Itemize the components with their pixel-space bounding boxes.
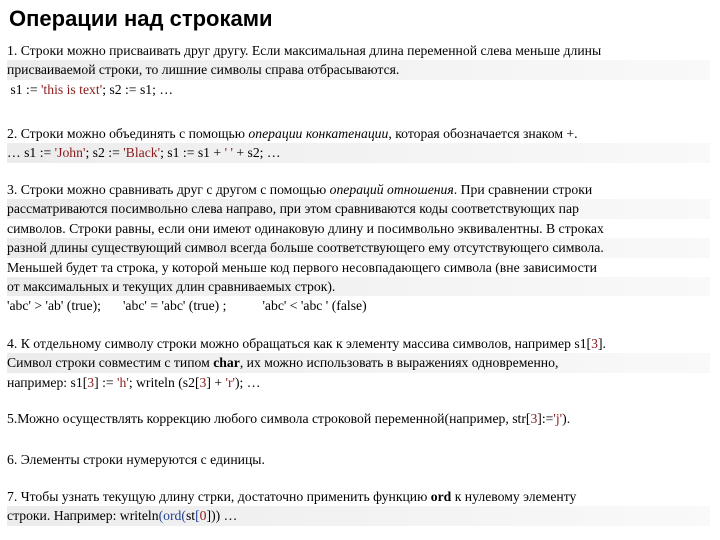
code-text: … s1 := — [7, 145, 55, 161]
text: , которая обозначается знаком +. — [388, 126, 578, 141]
code-text: ; s1 := s1 + — [160, 145, 225, 161]
section-7 — [7, 487, 710, 526]
string-literal: 'this is text' — [40, 81, 103, 97]
section-3-line-5: Меньшей будет та строка, у которой меньше код первого несовпадающего символа (вне зависимости — [7, 259, 597, 275]
text: 3. Строки можно сравнивать друг с другом с помощью — [7, 182, 330, 197]
text: ]. — [597, 336, 606, 351]
text: . При сравнении строки — [453, 182, 593, 197]
string-literal: 'j' — [553, 411, 563, 426]
code-text: ); … — [235, 374, 261, 390]
code-text: ] + — [206, 374, 226, 390]
code-text: st — [185, 508, 196, 524]
text: к нулевому элементу — [451, 489, 577, 504]
section-4-line-1 — [7, 334, 710, 353]
text: 2. Строки можно объединять с помощью — [7, 126, 249, 141]
section-5-line-1 — [7, 409, 710, 428]
example-3: 'abc' < 'abc ' (false) — [262, 298, 367, 314]
section-3-line-1 — [7, 180, 710, 199]
text: 5.Можно осуществлять коррекцию любого символа строковой переменной(например, str[ — [7, 411, 531, 426]
code-text: ]:= — [537, 411, 554, 426]
section-1-code — [7, 80, 710, 99]
code-text: ; s2 := — [85, 145, 124, 161]
example-2: 'abc' = 'abc' (true) ; — [122, 298, 227, 314]
text: 4. К отдельному символу строки можно обращаться как к элементу массива символов, например s1[ — [7, 336, 592, 351]
code-text: + s2; … — [232, 145, 281, 161]
text: Символ строки совместим с типом — [7, 355, 214, 371]
keyword-char: char — [213, 355, 240, 371]
page-title: Операции над строками — [9, 6, 273, 31]
code-text: ])) … — [206, 508, 238, 524]
func-ord: ord — [163, 508, 182, 524]
string-literal: ' ' — [224, 145, 233, 161]
term-concatenation: операции конкатенации — [248, 126, 389, 141]
section-4-line-3 — [7, 373, 710, 392]
section-3-line-4: разной длины существующий символ всегда больше соответствующего ему отсутствующего символа. — [7, 238, 710, 257]
index-literal: 3 — [530, 411, 538, 426]
paren: ( — [158, 508, 164, 524]
section-2-code — [7, 143, 710, 162]
keyword-ord: ord — [430, 489, 452, 504]
text: , их можно использовать в выражениях одновременно, — [239, 355, 559, 371]
string-literal: 'Black' — [123, 145, 161, 161]
text: ). — [562, 411, 571, 426]
code-text: ; writeln (s2[ — [128, 374, 200, 390]
bracket: [ — [195, 508, 200, 524]
section-1 — [7, 41, 710, 99]
section-4-line-2 — [7, 353, 710, 372]
section-3-line-2: рассматриваются посимвольно слева направо, при этом сравниваются коды соответствующих пар — [7, 199, 710, 218]
string-literal: 'h' — [117, 374, 129, 390]
section-3 — [7, 180, 710, 316]
section-1-line-2: присваиваемой строки, то лишние символы справа отбрасываются. — [7, 60, 710, 79]
section-3-line-3: символов. Строки равны, если они имеют одинаковую длину и посимвольно эквивалентны. В строках — [7, 220, 604, 236]
index-literal: 3 — [199, 374, 207, 390]
section-5 — [7, 409, 710, 428]
index-literal: 3 — [591, 336, 598, 351]
section-7-line-1 — [7, 487, 710, 506]
code-text: ; s2 := s1; … — [102, 81, 174, 97]
section-3-examples — [7, 296, 710, 315]
section-6 — [7, 450, 710, 469]
index-literal: 0 — [199, 508, 207, 524]
section-3-line-6: от максимальных и текущих длин сравниваемых строк). — [7, 277, 710, 296]
code-text: ] := — [94, 374, 118, 390]
section-2 — [7, 124, 710, 163]
section-2-line-1 — [7, 124, 710, 143]
section-1-line-1: 1. Строки можно присваивать друг другу. Если максимальная длина переменной слева меньше длины — [7, 43, 602, 58]
section-4 — [7, 334, 710, 392]
text: 7. Чтобы узнать текущую длину стрки, достаточно применить функцию — [7, 489, 431, 504]
string-literal: 'John' — [54, 145, 86, 161]
code-text: s1 := — [10, 81, 41, 97]
string-literal: 'r' — [225, 374, 235, 390]
code-text: например: s1[ — [7, 374, 88, 390]
paren: ( — [181, 508, 186, 524]
section-7-line-2 — [7, 506, 710, 525]
section-6-line-1: 6. Элементы строки нумеруются с единицы. — [7, 452, 265, 467]
index-literal: 3 — [87, 374, 95, 390]
example-1: 'abc' > 'ab' (true); — [7, 298, 101, 314]
code-text: строки. Например: writeln — [7, 508, 159, 524]
term-relation-ops: операций отношения — [329, 182, 454, 197]
